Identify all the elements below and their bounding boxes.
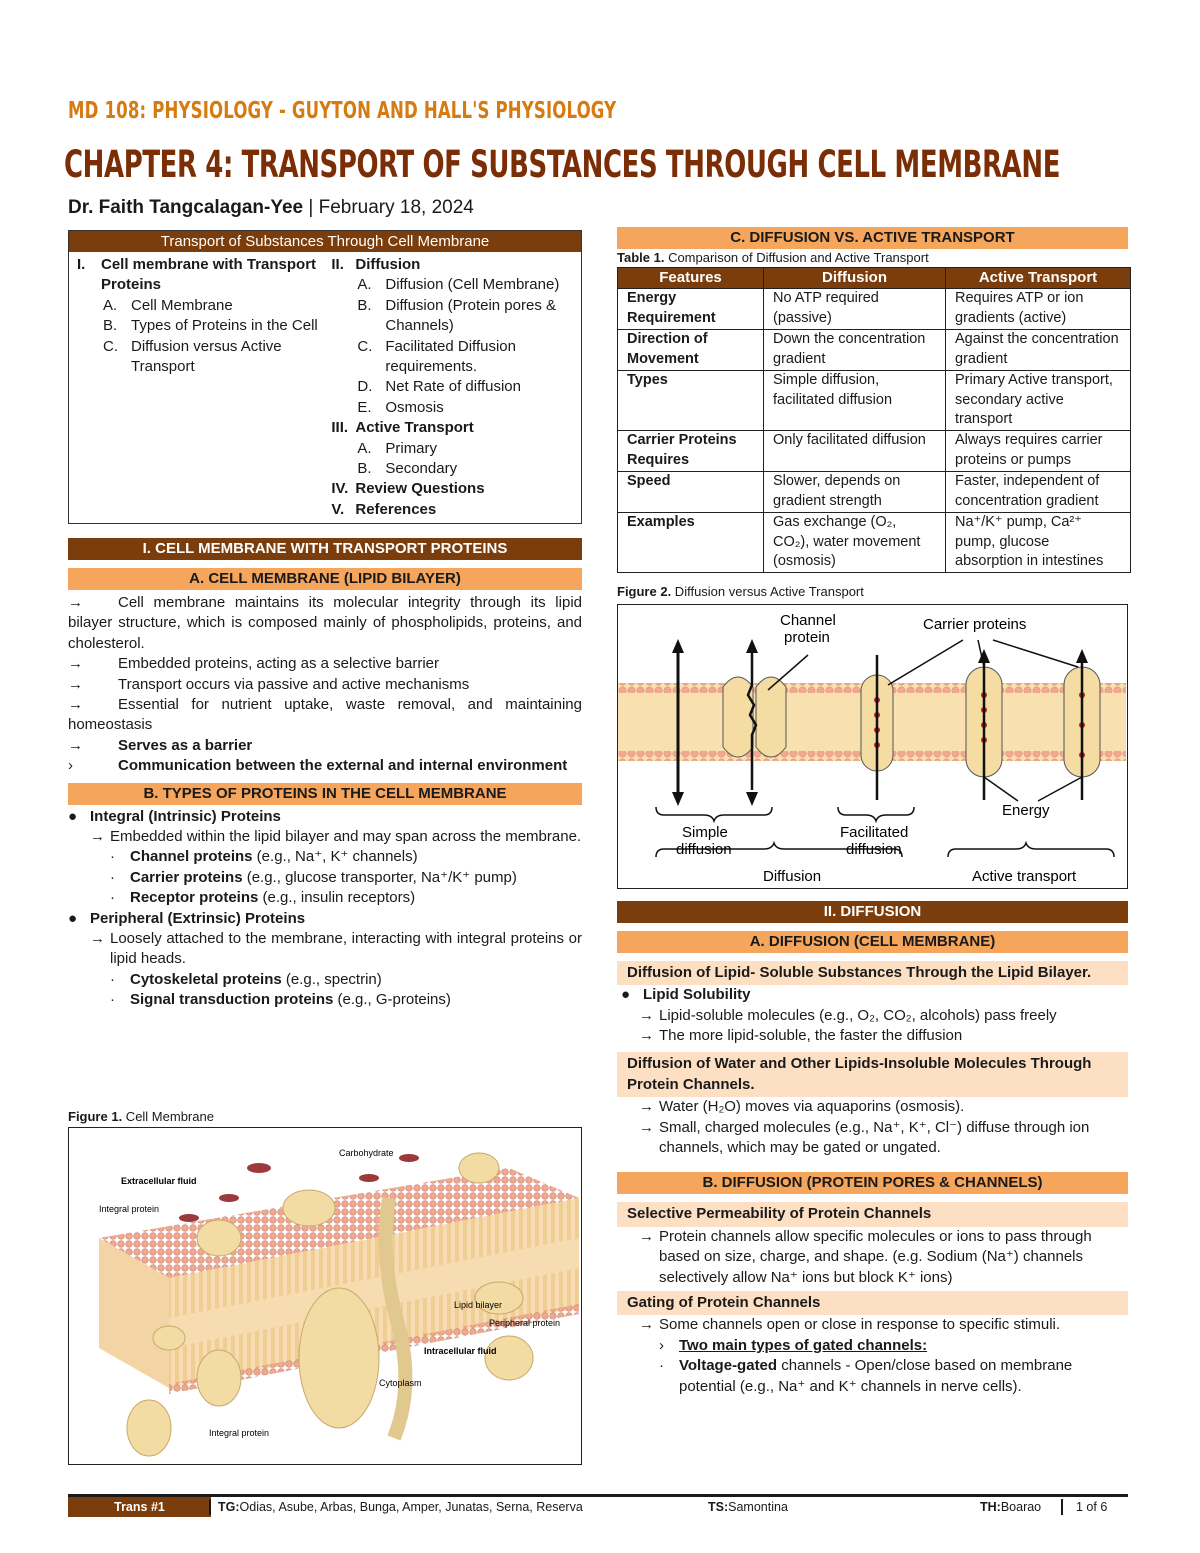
toc-item [331, 479, 573, 499]
section-1b-header: B. TYPES OF PROTEINS IN THE CELL MEMBRANE [68, 783, 582, 805]
selective-permeability-subheader: Selective Permeability of Protein Channels [617, 1202, 1128, 1226]
arrow-marker: → [68, 655, 83, 673]
footer [68, 1497, 1128, 1517]
toc-item [331, 255, 573, 275]
table-cell: No ATP required (passive) [764, 289, 946, 330]
figure-2-diffusion-vs-active [617, 604, 1128, 889]
list-text: Lipid-soluble molecules (e.g., O₂, CO₂, alcohols) pass freely [659, 1006, 1057, 1024]
toc-item [77, 316, 331, 336]
toc-item [331, 418, 573, 438]
protein-types [68, 807, 582, 1011]
toc-label: Diffusion versus Active Transport [131, 337, 282, 375]
toc-item [77, 296, 331, 316]
desc: (e.g., Na⁺, K⁺ channels) [252, 848, 418, 866]
voltage-gated-term: Voltage-gated [679, 1357, 778, 1375]
toc-item [331, 296, 573, 337]
table-cell: Types [618, 370, 764, 431]
lipid-solubility-heading: Lipid Solubility [643, 986, 751, 1004]
list-item: → Loosely attached to the membrane, interacting with integral proteins or lipid heads. [68, 929, 582, 970]
label-channel-protein: Channel protein [780, 611, 836, 646]
integral-list [68, 847, 582, 908]
toc-label: Review Questions [355, 480, 485, 498]
ts-names: Samontina [728, 1500, 788, 1514]
list-item [68, 868, 582, 888]
bullet: · [110, 991, 115, 1009]
toc-label: Types of Proteins in the Cell [131, 317, 318, 335]
label-peripheral-protein: Peripheral protein [489, 1318, 561, 1328]
bullet: · [110, 889, 115, 907]
toc-item [331, 337, 573, 378]
list-item [68, 695, 582, 736]
toc-label: Primary [385, 439, 438, 457]
table-cell: Energy Requirement [618, 289, 764, 330]
toc-number: V. [331, 500, 345, 518]
toc-label: Diffusion (Protein pores & Channels) [385, 296, 556, 335]
term: Receptor proteins [130, 889, 259, 907]
list-item [68, 654, 582, 674]
toc-number: D. [357, 378, 373, 396]
label-extracellular: Extracellular fluid [121, 1176, 197, 1186]
list-text [130, 868, 517, 888]
term: Cytoskeletal proteins [130, 970, 282, 988]
table-row [618, 512, 1131, 573]
label-facilitated-diffusion: Facilitated diffusion [840, 823, 909, 858]
bullet: · [110, 868, 115, 886]
left-column [68, 230, 582, 1011]
list-item [617, 1006, 1128, 1026]
label-integral-protein-1: Integral protein [99, 1204, 160, 1214]
list-item [68, 736, 582, 756]
selective-text: Protein channels allow specific molecules or ions to pass through based on size, charge, and shape. (e.g. Sodium (Na⁺) channels selectively allow Na⁺ ions but block K⁺ ions) [659, 1227, 1092, 1286]
toc-right-column [331, 255, 573, 520]
toc-label: Net Rate of diffusion [385, 378, 521, 396]
toc-number: A. [103, 296, 118, 314]
two-types-heading: Two main types of gated channels: [679, 1336, 928, 1354]
diffusion-transport-illustration [618, 605, 1126, 887]
section-1-header: I. CELL MEMBRANE WITH TRANSPORT PROTEINS [68, 538, 582, 560]
term: Channel proteins [130, 848, 253, 866]
toc-number: II. [331, 256, 344, 273]
label-carbohydrate: Carbohydrate [339, 1148, 394, 1158]
toc-title: Transport of Substances Through Cell Membrane [69, 231, 581, 252]
section-2b-header: B. DIFFUSION (PROTEIN PORES & CHANNELS) [617, 1172, 1128, 1194]
list-text: Water (H₂O) moves via aquaporins (osmosis). [659, 1098, 965, 1116]
table-cell: Faster, independent of concentration gradient [946, 471, 1131, 512]
list-text: Transport occurs via passive and active mechanisms [118, 675, 470, 693]
table-cell: Direction of Movement [618, 329, 764, 370]
bullet: · [110, 848, 115, 866]
toc-number: I. [77, 256, 86, 273]
cell-membrane-illustration [69, 1128, 582, 1465]
table-header: Diffusion [764, 267, 946, 289]
table-cell: Na⁺/K⁺ pump, Ca²⁺ pump, glucose absorption in intestines [946, 512, 1131, 573]
list-text: Cell membrane maintains its molecular integrity through its lipid bilayer structure, which is composed mainly of phospholipids, proteins, and cholesterol. [68, 594, 582, 652]
figure-2-caption [617, 583, 1128, 601]
course-title: MD 108: PHYSIOLOGY - GUYTON AND HALL'S PHYSIOLOGY [68, 98, 617, 124]
toc-number: A. [357, 439, 372, 457]
bullet: · [110, 970, 115, 988]
list-text: The more lipid-soluble, the faster the diffusion [659, 1027, 963, 1045]
water-items [617, 1097, 1128, 1158]
list-text: Communication between the external and internal environment [118, 757, 568, 775]
term: Carrier proteins [130, 868, 243, 886]
lipid-items [617, 1006, 1128, 1047]
toc-number: C. [357, 337, 373, 355]
lipid-soluble-subheader: Diffusion of Lipid- Soluble Substances Through the Lipid Bilayer. [617, 961, 1128, 985]
label-cytoplasm: Cytoplasm [379, 1378, 422, 1388]
table-cell: Down the concentration gradient [764, 329, 946, 370]
peripheral-list [68, 970, 582, 1011]
toc-item [331, 439, 573, 459]
list-item [68, 756, 582, 776]
toc-number: B. [357, 459, 372, 477]
label-simple-diffusion: Simple diffusion [676, 823, 732, 858]
list-text [130, 847, 418, 867]
page-number: 1 of 6 [1076, 1500, 1108, 1514]
list-item [68, 675, 582, 695]
toc-item [331, 459, 573, 479]
section-2a-header: A. DIFFUSION (CELL MEMBRANE) [617, 931, 1128, 953]
chapter-title: CHAPTER 4: TRANSPORT OF SUBSTANCES THROUGH CELL MEMBRANE [64, 143, 1061, 186]
integral-heading: Integral (Intrinsic) Proteins [90, 807, 281, 825]
figure-1-cell-membrane [68, 1127, 582, 1465]
list-item: ● Lipid Solubility [617, 985, 1128, 1005]
right-column [617, 227, 1128, 1397]
list-item: · Voltage-gated channels - Open/close based on membrane potential (e.g., Na⁺ and K⁺ channels in nerve cells). [659, 1357, 1073, 1395]
gating-text: Some channels open or close in response to specific stimuli. [659, 1316, 1061, 1334]
toc-number: IV. [331, 480, 349, 498]
integral-desc: Embedded within the lipid bilayer and may span across the membrane. [110, 827, 582, 845]
table-cell: Gas exchange (O₂, CO₂), water movement (osmosis) [764, 512, 946, 573]
table-row [618, 329, 1131, 370]
table-cell: Requires ATP or ion gradients (active) [946, 289, 1131, 330]
list-item [68, 847, 582, 867]
th-names: Boarao [1000, 1500, 1042, 1514]
table-row [618, 289, 1131, 330]
toc-label: Active Transport [355, 419, 474, 437]
table-cell: Primary Active transport, secondary active transport [946, 370, 1131, 431]
arrow-marker: → [68, 675, 83, 693]
label-carrier-proteins: Carrier proteins [923, 615, 1027, 633]
toc-label: Diffusion [355, 256, 421, 273]
section-1a-header: A. CELL MEMBRANE (LIPID BILAYER) [68, 568, 582, 590]
tg-names: Odias, Asube, Arbas, Bunga, Amper, Junatas, Serna, Reserva [239, 1500, 583, 1514]
toc-label: Cell membrane with Transport Proteins [101, 256, 317, 294]
desc: (e.g., insulin receptors) [258, 889, 416, 907]
toc-label: Osmosis [385, 398, 444, 416]
gating-subheader: Gating of Protein Channels [617, 1291, 1128, 1315]
trans-number: Trans #1 [68, 1497, 211, 1517]
toc-left-column [77, 255, 331, 520]
list-item [617, 1118, 1128, 1159]
toc-number: E. [357, 398, 372, 416]
desc: (e.g., glucose transporter, Na⁺/K⁺ pump) [242, 868, 517, 886]
label-intracellular: Intracellular fluid [424, 1346, 497, 1356]
list-text: Serves as a barrier [118, 736, 253, 754]
section-1c-header: C. DIFFUSION VS. ACTIVE TRANSPORT [617, 227, 1128, 249]
list-item: → Embedded within the lipid bilayer and may span across the membrane. [68, 827, 582, 847]
author-line [68, 195, 474, 221]
caption-label: Figure 1. [68, 1109, 123, 1124]
arrow-marker: › [68, 757, 73, 775]
table-of-contents [68, 230, 582, 524]
toc-number: B. [357, 296, 372, 314]
toc-number: C. [103, 337, 118, 355]
table-cell: Slower, depends on gradient strength [764, 471, 946, 512]
figure-1-caption [68, 1108, 214, 1126]
table-1-caption [617, 249, 1128, 267]
table-cell: Only facilitated diffusion [764, 431, 946, 472]
arrow-marker: → [639, 1098, 654, 1116]
toc-item [77, 337, 331, 378]
ts-label: TS: [708, 1500, 729, 1514]
list-item: ● Peripheral (Extrinsic) Proteins [68, 909, 582, 929]
table-header: Features [618, 267, 764, 289]
water-subheader: Diffusion of Water and Other Lipids-Insoluble Molecules Through Protein Channels. [617, 1052, 1128, 1097]
list-item [68, 593, 582, 654]
toc-label: References [355, 500, 437, 518]
comparison-table [617, 267, 1131, 574]
list-item: ● Integral (Intrinsic) Proteins [68, 807, 582, 827]
table-row [618, 431, 1131, 472]
toc-item [77, 255, 331, 296]
list-text [130, 970, 382, 990]
voltage-gated-desc: channels - Open/close based on membrane potential (e.g., Na⁺ and K⁺ channels in nerve cells). [679, 1357, 1073, 1395]
desc: (e.g., spectrin) [281, 970, 382, 988]
arrow-marker: → [639, 1118, 654, 1136]
caption-label: Table 1. [617, 250, 665, 265]
label-integral-protein-2: Integral protein [209, 1428, 270, 1438]
toc-item [331, 398, 573, 418]
list-item [68, 888, 582, 908]
section-2-header: II. DIFFUSION [617, 901, 1128, 923]
table-cell: Examples [618, 512, 764, 573]
desc: (e.g., G-proteins) [333, 991, 451, 1009]
caption-text: Cell Membrane [122, 1109, 214, 1124]
caption-label: Figure 2. [617, 584, 672, 600]
table-cell: Carrier Proteins Requires [618, 431, 764, 472]
caption-text: Diffusion versus Active Transport [671, 584, 864, 600]
toc-number: B. [103, 317, 118, 335]
label-lipid-bilayer: Lipid bilayer [454, 1300, 503, 1310]
toc-number: III. [331, 419, 349, 437]
list-item [617, 1026, 1128, 1046]
label-active-transport: Active transport [972, 867, 1077, 885]
author-name: Dr. Faith Tangcalagan-Yee [68, 197, 304, 218]
toc-label: Cell Membrane [131, 296, 233, 314]
term: Signal transduction proteins [130, 991, 334, 1009]
list-text [130, 888, 415, 908]
arrow-marker: → [639, 1027, 654, 1045]
list-item [68, 970, 582, 990]
caption-text: Comparison of Diffusion and Active Transport [664, 250, 929, 265]
toc-label: Diffusion (Cell Membrane) [385, 276, 560, 294]
arrow-marker: → [639, 1006, 654, 1024]
peripheral-heading: Peripheral (Extrinsic) Proteins [90, 909, 306, 927]
list-item [617, 1097, 1128, 1117]
cell-membrane-points [68, 593, 582, 777]
lecture-date: February 18, 2024 [318, 197, 474, 218]
toc-number: A. [357, 276, 372, 294]
list-item: → Some channels open or close in response to specific stimuli. [617, 1315, 1128, 1335]
toc-item [331, 275, 573, 295]
toc-label: Facilitated Diffusion requirements. [385, 337, 516, 375]
table-cell: Speed [618, 471, 764, 512]
table-cell: Always requires carrier proteins or pumps [946, 431, 1131, 472]
table-row [618, 370, 1131, 431]
arrow-marker: → [68, 696, 83, 714]
list-text: Embedded proteins, acting as a selective barrier [118, 655, 440, 673]
list-text: Essential for nutrient uptake, waste removal, and maintaining homeostasis [68, 696, 582, 734]
list-text [130, 990, 451, 1010]
label-energy: Energy [1002, 801, 1050, 819]
table-cell: Simple diffusion, facilitated diffusion [764, 370, 946, 431]
toc-label: Secondary [385, 459, 458, 477]
table-cell: Against the concentration gradient [946, 329, 1131, 370]
arrow-marker: → [68, 594, 83, 612]
th-label: TH: [980, 1500, 1001, 1514]
list-item: › Two main types of gated channels: [617, 1336, 1128, 1356]
list-item [68, 990, 582, 1010]
author-sep: | [303, 197, 319, 218]
toc-item [331, 500, 573, 520]
list-text: Small, charged molecules (e.g., Na⁺, K⁺, Cl⁻) diffuse through ion channels, which may be gated or ungated. [659, 1118, 1090, 1157]
tg-label: TG: [218, 1500, 240, 1514]
list-item: → Protein channels allow specific molecules or ions to pass through based on size, charge, and shape. (e.g. Sodium (Na⁺) channels selectively allow Na⁺ ions but block K⁺ ions) [617, 1227, 1128, 1288]
table-header: Active Transport [946, 267, 1131, 289]
arrow-marker: → [68, 736, 83, 754]
label-diffusion: Diffusion [763, 867, 822, 885]
table-row [618, 471, 1131, 512]
peripheral-desc: Loosely attached to the membrane, interacting with integral proteins or lipid heads. [110, 929, 582, 968]
toc-item [331, 377, 573, 397]
